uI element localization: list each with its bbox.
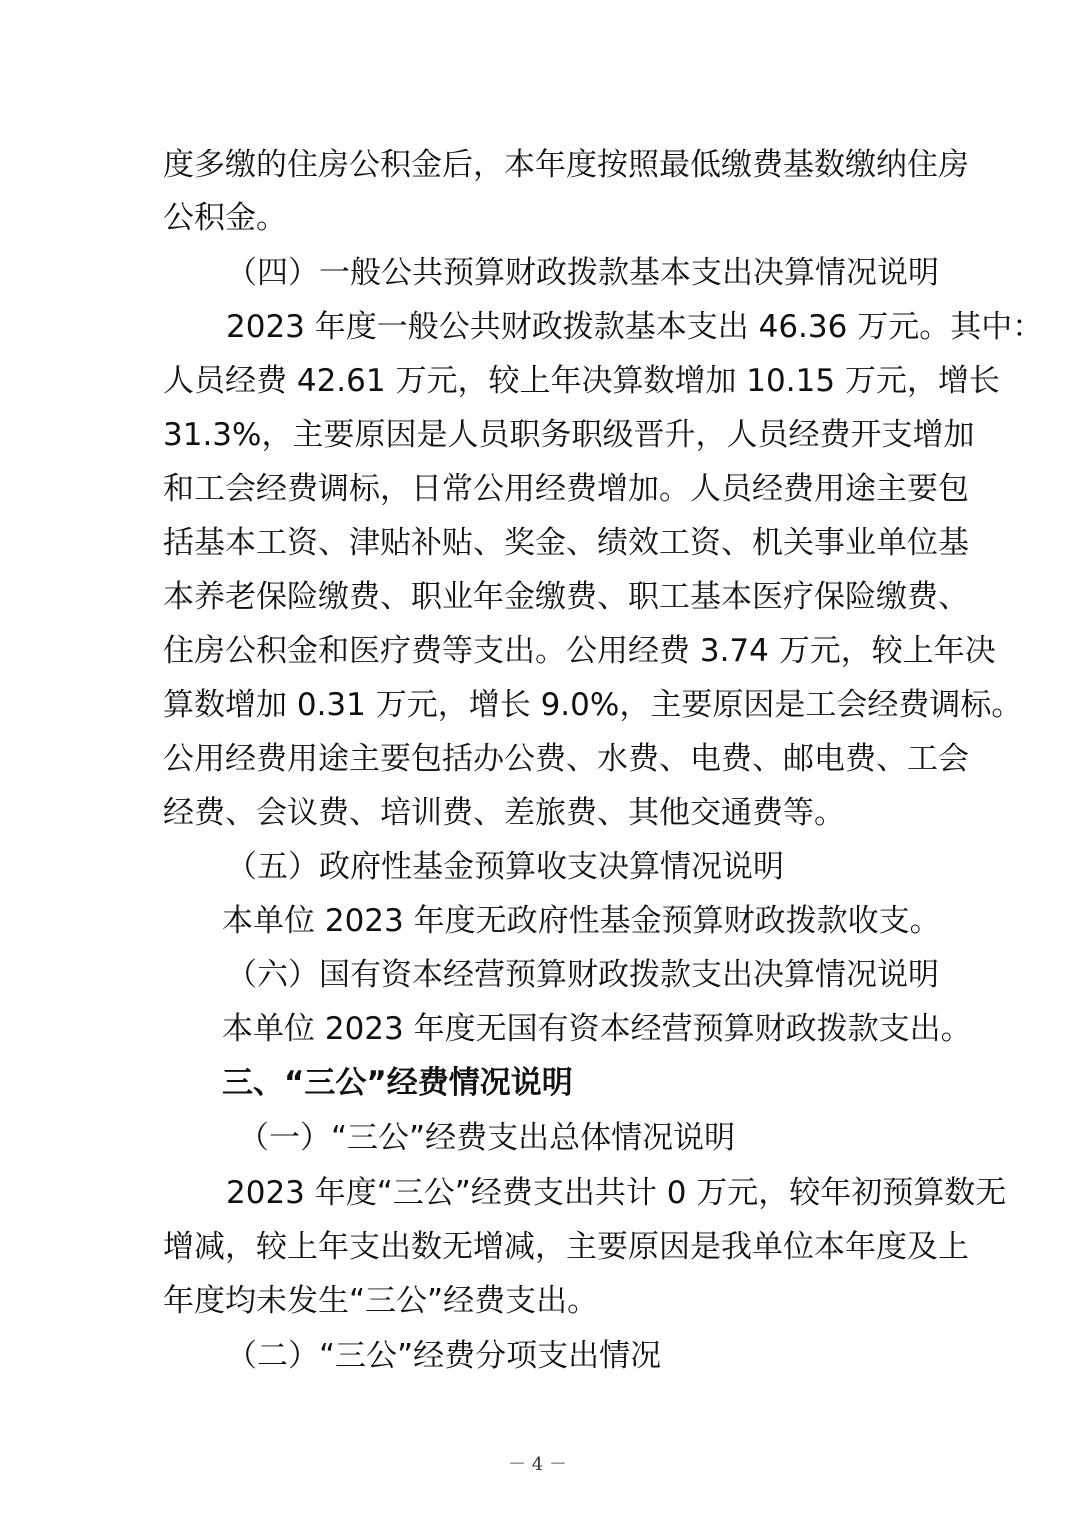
body-line: 本单位 2023 年度无政府性基金预算财政拨款收支。 xyxy=(222,903,941,939)
body-line: 本单位 2023 年度无国有资本经营预算财政拨款支出。 xyxy=(222,1011,972,1047)
body-line: 住房公积金和医疗费等支出。公用经费 3.74 万元，较上年决 xyxy=(163,633,996,669)
section-heading: （一）“三公”经费支出总体情况说明 xyxy=(238,1120,736,1156)
section-heading: （四）一般公共预算财政拨款基本支出决算情况说明 xyxy=(226,255,939,291)
body-line: 公积金。 xyxy=(163,200,287,236)
section-heading: （六）国有资本经营预算财政拨款支出决算情况说明 xyxy=(226,957,939,993)
body-line: 本养老保险缴费、职业年金缴费、职工基本医疗保险缴费、 xyxy=(163,579,969,615)
body-line: 年度均未发生“三公”经费支出。 xyxy=(163,1283,599,1319)
body-line: 2023 年度“三公”经费支出共计 0 万元，较年初预算数无 xyxy=(226,1175,1007,1211)
body-line: 增减，较上年支出数无增减，主要原因是我单位本年度及上 xyxy=(163,1229,969,1265)
body-line: 经费、会议费、培训费、差旅费、其他交通费等。 xyxy=(163,795,845,831)
body-line: 公用经费用途主要包括办公费、水费、电费、邮电费、工会 xyxy=(163,741,969,777)
body-line: 人员经费 42.61 万元，较上年决算数增加 10.15 万元，增长 xyxy=(163,363,1000,399)
body-line: 度多缴的住房公积金后，本年度按照最低缴费基数缴纳住房 xyxy=(163,147,969,183)
body-line: 括基本工资、津贴补贴、奖金、绩效工资、机关事业单位基 xyxy=(163,525,969,561)
section-heading: （五）政府性基金预算收支决算情况说明 xyxy=(226,849,784,885)
body-line: 和工会经费调标，日常公用经费增加。人员经费用途主要包 xyxy=(163,471,969,507)
page-number: － 4 － xyxy=(508,1454,567,1475)
section-heading: （二）“三公”经费分项支出情况 xyxy=(226,1338,662,1374)
body-line: 31.3%，主要原因是人员职务职级晋升，人员经费开支增加 xyxy=(163,417,975,453)
body-line: 2023 年度一般公共财政拨款基本支出 46.36 万元。其中： xyxy=(226,309,1044,345)
body-line: 算数增加 0.31 万元，增长 9.0%，主要原因是工会经费调标。 xyxy=(163,687,1023,723)
chapter-heading: 三、“三公”经费情况说明 xyxy=(222,1065,573,1101)
